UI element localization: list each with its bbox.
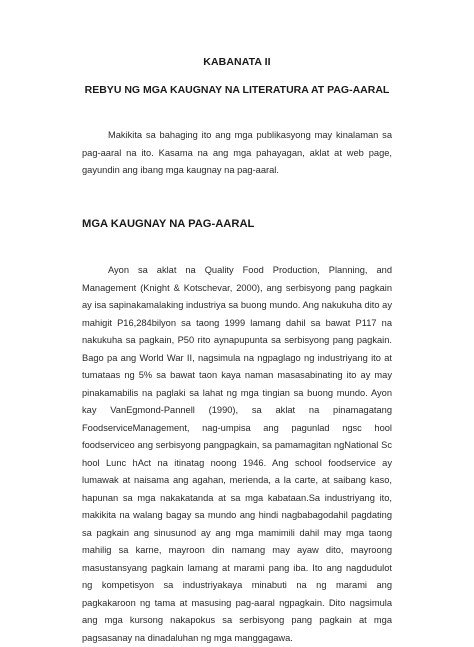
intro-paragraph: Makikita sa bahaging ito ang mga publikasyong may kinalaman sa pag-aaral na ito. Kasama na ang mga pahayagan, aklat at web page, gayundin ang ibang mga kaugnay na pag-aaral. — [82, 130, 392, 175]
chapter-title: REBYU NG MGA KAUGNAY NA LITERATURA AT PAG-AARAL — [84, 84, 390, 96]
section-heading: MGA KAUGNAY NA PAG-AARAL — [82, 218, 255, 230]
chapter-label: KABANATA II — [203, 56, 271, 68]
section-paragraph: Ayon sa aklat na Quality Food Production, Planning, and Management (Knight & Kotschevar, 2000), ang serbisyong pang pagkain ay isa sapinakamalaking industriya sa buong mundo. Ang nakukuha dito ay mahigit P16,284bilyon sa taong 1999 lamang dahil sa bawat P117 na nakukuha sa pagkain, P50 rito aynapupunta sa serbisyong pang pagkain. Bago pa ang World War II, nagsimula na ngpaglago ng industriyang ito at tumataas ng 5% sa bawat taon kaya naman masasabinating ito ay may pinakamabilis na paglaki sa lahat ng mga tingian sa buong mundo. Ayon kay VanEgmond-Pannell (1990), sa aklat na pinamagatang FoodserviceManagement, nag-umpisa ang pagunlad ngsc hool foodserviceo ang serbisyong pangpagkain, sa pamamagitan ngNational Sc hool Lunc hAct na itinatag noong 1946. Ang school foodservice ay lumawak at naisama ang agahan, merienda, a la carte, at saibang kaso, hapunan sa mga nakakatanda at sa mga kabataan.Sa industriyang ito, makikita na walang bagay sa mundo ang hindi nagbabagodahil pagdating sa pagkain ang sinusunod ay ang mga mamimili dahil may mga taong mahilig sa karne, mayroon din namang may ayaw dito, mayroong masustansyang pagkain lamang at marami pang iba. Ito ang nagdudulot ng kompetisyon sa industriyakaya minabuti na ng marami ang pagkakaroon ng tama at masusing pag-aaral ngpagkain. Dito nagsimula ang mga kursong nakapokus sa serbisyong pang pagkain at mga pagsasanay na dinadaluhan ng mga manggagawa. — [82, 265, 392, 643]
